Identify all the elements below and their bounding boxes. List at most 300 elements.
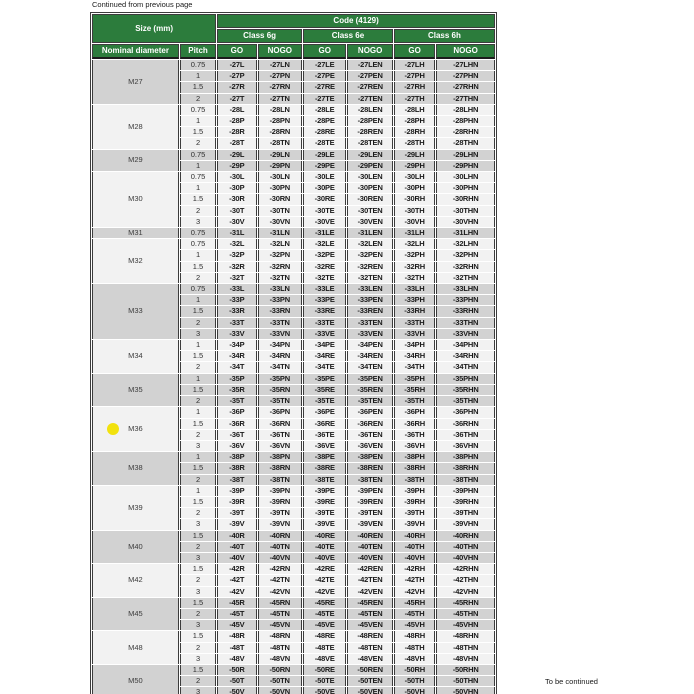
class6g-nogo-code-cell: -33RN xyxy=(258,306,302,316)
class6h-go-code-cell: -36TH xyxy=(394,430,435,440)
class6e-go-code-cell: -50RE xyxy=(303,665,346,675)
pitch-cell: 2 xyxy=(180,94,216,104)
class6e-go-code-cell: -28RE xyxy=(303,127,346,137)
class6e-nogo-code-cell: -50REN xyxy=(347,665,392,675)
pitch-cell: 1.5 xyxy=(180,463,216,473)
class6h-nogo-code-cell: -29PHN xyxy=(436,161,495,171)
class6e-nogo-code-cell: -32LEN xyxy=(347,239,392,249)
class6g-nogo-code-cell: -42VN xyxy=(258,587,302,597)
class6h-go-code-cell: -27LH xyxy=(394,60,435,70)
class6e-nogo-code-cell: -48REN xyxy=(347,631,392,641)
class6e-go-code-cell: -30LE xyxy=(303,172,346,182)
pitch-cell: 1.5 xyxy=(180,497,216,507)
class6e-nogo-code-cell: -32REN xyxy=(347,262,392,272)
pitch-cell: 0.75 xyxy=(180,172,216,182)
class6h-nogo-code-cell: -36VHN xyxy=(436,441,495,451)
pitch-cell: 2 xyxy=(180,318,216,328)
class6g-nogo-code-cell: -45TN xyxy=(258,609,302,619)
class6g-go-code-cell: -40R xyxy=(217,531,256,541)
class6g-go-code-cell: -27T xyxy=(217,94,256,104)
class6e-nogo-code-cell: -27TEN xyxy=(347,94,392,104)
class6g-go-code-cell: -39P xyxy=(217,486,256,496)
class6h-nogo-code-cell: -34RHN xyxy=(436,351,495,361)
pitch-cell: 1 xyxy=(180,116,216,126)
class6h-go-code-cell: -31LH xyxy=(394,228,435,238)
class6e-go-code-cell: -35PE xyxy=(303,374,346,384)
pitch-cell: 1.5 xyxy=(180,531,216,541)
class6h-go-code-cell: -34RH xyxy=(394,351,435,361)
class6e-nogo-code-cell: -50VEN xyxy=(347,687,392,694)
nominal-diameter-label: M40 xyxy=(128,541,143,551)
class6g-nogo-code-cell: -36RN xyxy=(258,419,302,429)
pitch-cell: 2 xyxy=(180,575,216,585)
class6e-nogo-code-cell: -30TEN xyxy=(347,206,392,216)
nominal-diameter-label: M50 xyxy=(128,676,143,686)
to-be-continued-note: To be continued xyxy=(545,677,598,686)
class6g-nogo-code-cell: -30RN xyxy=(258,194,302,204)
nominal-diameter-label: M32 xyxy=(128,256,143,266)
class6g-nogo-code-cell: -28LN xyxy=(258,105,302,115)
nominal-diameter-label: M30 xyxy=(128,194,143,204)
class6h-go-code-cell: -28PH xyxy=(394,116,435,126)
header-6h-nogo: NOGO xyxy=(436,44,495,59)
class6g-nogo-code-cell: -29PN xyxy=(258,161,302,171)
class6e-nogo-code-cell: -38TEN xyxy=(347,475,392,485)
class6e-nogo-code-cell: -42VEN xyxy=(347,587,392,597)
pitch-cell: 0.75 xyxy=(180,60,216,70)
class6h-go-code-cell: -39PH xyxy=(394,486,435,496)
nominal-diameter-label: M38 xyxy=(128,463,143,473)
class6e-go-code-cell: -32PE xyxy=(303,250,346,260)
class6h-go-code-cell: -29PH xyxy=(394,161,435,171)
class6e-go-code-cell: -30RE xyxy=(303,194,346,204)
header-row-3 xyxy=(92,44,495,59)
class6g-nogo-code-cell: -30VN xyxy=(258,217,302,227)
pitch-cell: 1.5 xyxy=(180,598,216,608)
class6g-go-code-cell: -39V xyxy=(217,519,256,529)
pitch-cell: 3 xyxy=(180,587,216,597)
nominal-diameter-cell xyxy=(92,105,179,149)
class6g-go-code-cell: -40V xyxy=(217,553,256,563)
pitch-cell: 1.5 xyxy=(180,419,216,429)
class6e-go-code-cell: -27RE xyxy=(303,82,346,92)
class6h-go-code-cell: -35PH xyxy=(394,374,435,384)
nominal-diameter-label: M35 xyxy=(128,384,143,394)
table-row xyxy=(92,150,495,160)
gauge-table-body xyxy=(92,60,495,694)
class6h-go-code-cell: -50VH xyxy=(394,687,435,694)
class6h-go-code-cell: -39RH xyxy=(394,497,435,507)
class6g-go-code-cell: -30V xyxy=(217,217,256,227)
table-row xyxy=(92,531,495,541)
class6g-go-code-cell: -32L xyxy=(217,239,256,249)
class6h-nogo-code-cell: -39RHN xyxy=(436,497,495,507)
class6e-go-code-cell: -33RE xyxy=(303,306,346,316)
class6e-nogo-code-cell: -45REN xyxy=(347,598,392,608)
class6g-go-code-cell: -30L xyxy=(217,172,256,182)
class6e-go-code-cell: -34RE xyxy=(303,351,346,361)
class6h-nogo-code-cell: -30LHN xyxy=(436,172,495,182)
pitch-cell: 1.5 xyxy=(180,351,216,361)
pitch-cell: 0.75 xyxy=(180,150,216,160)
class6g-nogo-code-cell: -38TN xyxy=(258,475,302,485)
class6g-go-code-cell: -34P xyxy=(217,340,256,350)
class6g-go-code-cell: -28T xyxy=(217,138,256,148)
class6h-nogo-code-cell: -32THN xyxy=(436,273,495,283)
class6g-go-code-cell: -36R xyxy=(217,419,256,429)
header-class-6g: Class 6g xyxy=(217,29,302,43)
class6g-go-code-cell: -50V xyxy=(217,687,256,694)
class6h-go-code-cell: -33VH xyxy=(394,329,435,339)
class6e-go-code-cell: -36VE xyxy=(303,441,346,451)
class6h-nogo-code-cell: -36PHN xyxy=(436,407,495,417)
class6e-nogo-code-cell: -48VEN xyxy=(347,654,392,664)
pitch-cell: 2 xyxy=(180,609,216,619)
nominal-diameter-cell xyxy=(92,340,179,373)
class6e-go-code-cell: -38RE xyxy=(303,463,346,473)
class6e-nogo-code-cell: -28LEN xyxy=(347,105,392,115)
class6g-go-code-cell: -30T xyxy=(217,206,256,216)
class6e-nogo-code-cell: -27REN xyxy=(347,82,392,92)
nominal-diameter-cell xyxy=(92,631,179,664)
nominal-diameter-cell xyxy=(92,598,179,631)
class6h-go-code-cell: -27PH xyxy=(394,71,435,81)
class6e-go-code-cell: -30VE xyxy=(303,217,346,227)
table-row xyxy=(92,452,495,462)
table-row xyxy=(92,564,495,574)
table-row xyxy=(92,60,495,70)
class6g-go-code-cell: -45T xyxy=(217,609,256,619)
class6g-go-code-cell: -33L xyxy=(217,284,256,294)
table-row xyxy=(92,486,495,496)
table-row xyxy=(92,631,495,641)
class6e-nogo-code-cell: -29PEN xyxy=(347,161,392,171)
class6h-go-code-cell: -39VH xyxy=(394,519,435,529)
class6g-nogo-code-cell: -33VN xyxy=(258,329,302,339)
continued-from-note: Continued from previous page xyxy=(92,0,193,9)
nominal-diameter-cell xyxy=(92,452,179,485)
class6e-go-code-cell: -29PE xyxy=(303,161,346,171)
nominal-diameter-label: M45 xyxy=(128,608,143,618)
pitch-cell: 1 xyxy=(180,250,216,260)
class6e-go-code-cell: -28PE xyxy=(303,116,346,126)
header-6g-go: GO xyxy=(217,44,256,59)
class6g-nogo-code-cell: -33PN xyxy=(258,295,302,305)
class6h-nogo-code-cell: -38THN xyxy=(436,475,495,485)
nominal-diameter-cell xyxy=(92,564,179,597)
pitch-cell: 1.5 xyxy=(180,564,216,574)
pitch-cell: 1 xyxy=(180,340,216,350)
class6h-nogo-code-cell: -50VHN xyxy=(436,687,495,694)
class6h-nogo-code-cell: -33THN xyxy=(436,318,495,328)
class6e-nogo-code-cell: -34REN xyxy=(347,351,392,361)
class6g-nogo-code-cell: -30LN xyxy=(258,172,302,182)
class6e-go-code-cell: -36RE xyxy=(303,419,346,429)
pitch-cell: 1.5 xyxy=(180,306,216,316)
pitch-cell: 2 xyxy=(180,138,216,148)
class6e-go-code-cell: -39RE xyxy=(303,497,346,507)
class6h-nogo-code-cell: -30PHN xyxy=(436,183,495,193)
class6e-go-code-cell: -39VE xyxy=(303,519,346,529)
pitch-cell: 0.75 xyxy=(180,239,216,249)
class6g-nogo-code-cell: -27PN xyxy=(258,71,302,81)
class6h-go-code-cell: -33TH xyxy=(394,318,435,328)
class6e-nogo-code-cell: -48TEN xyxy=(347,643,392,653)
class6g-go-code-cell: -50R xyxy=(217,665,256,675)
class6e-go-code-cell: -42TE xyxy=(303,575,346,585)
class6e-go-code-cell: -48VE xyxy=(303,654,346,664)
class6g-nogo-code-cell: -45VN xyxy=(258,620,302,630)
class6g-nogo-code-cell: -36TN xyxy=(258,430,302,440)
class6h-nogo-code-cell: -33VHN xyxy=(436,329,495,339)
header-size-mm: Size (mm) xyxy=(92,14,216,43)
class6g-nogo-code-cell: -29LN xyxy=(258,150,302,160)
class6e-nogo-code-cell: -31LEN xyxy=(347,228,392,238)
class6e-nogo-code-cell: -40REN xyxy=(347,531,392,541)
table-row xyxy=(92,340,495,350)
class6g-go-code-cell: -42R xyxy=(217,564,256,574)
class6g-go-code-cell: -32P xyxy=(217,250,256,260)
class6g-nogo-code-cell: -32TN xyxy=(258,273,302,283)
class6e-go-code-cell: -27PE xyxy=(303,71,346,81)
class6h-go-code-cell: -34TH xyxy=(394,362,435,372)
class6h-nogo-code-cell: -42THN xyxy=(436,575,495,585)
class6g-go-code-cell: -50T xyxy=(217,676,256,686)
class6h-nogo-code-cell: -40RHN xyxy=(436,531,495,541)
class6h-go-code-cell: -42RH xyxy=(394,564,435,574)
class6h-go-code-cell: -42TH xyxy=(394,575,435,585)
header-6h-go: GO xyxy=(394,44,435,59)
class6g-go-code-cell: -40T xyxy=(217,542,256,552)
pitch-cell: 1 xyxy=(180,452,216,462)
header-nominal-diameter: Nominal diameter xyxy=(92,44,179,59)
class6e-go-code-cell: -36PE xyxy=(303,407,346,417)
class6g-go-code-cell: -33T xyxy=(217,318,256,328)
class6e-nogo-code-cell: -38PEN xyxy=(347,452,392,462)
table-row xyxy=(92,598,495,608)
pitch-cell: 1.5 xyxy=(180,665,216,675)
nominal-diameter-cell xyxy=(92,531,179,564)
class6e-nogo-code-cell: -36REN xyxy=(347,419,392,429)
class6g-nogo-code-cell: -34RN xyxy=(258,351,302,361)
class6g-nogo-code-cell: -42TN xyxy=(258,575,302,585)
class6h-nogo-code-cell: -45RHN xyxy=(436,598,495,608)
class6e-nogo-code-cell: -35TEN xyxy=(347,396,392,406)
class6g-nogo-code-cell: -27TN xyxy=(258,94,302,104)
class6g-go-code-cell: -35T xyxy=(217,396,256,406)
class6e-go-code-cell: -48TE xyxy=(303,643,346,653)
class6g-nogo-code-cell: -31LN xyxy=(258,228,302,238)
class6h-go-code-cell: -48TH xyxy=(394,643,435,653)
class6h-nogo-code-cell: -27THN xyxy=(436,94,495,104)
nominal-diameter-label: M42 xyxy=(128,575,143,585)
nominal-diameter-cell xyxy=(92,239,179,283)
pitch-cell: 0.75 xyxy=(180,105,216,115)
class6h-go-code-cell: -30VH xyxy=(394,217,435,227)
nominal-diameter-cell xyxy=(92,374,179,407)
class6h-go-code-cell: -50RH xyxy=(394,665,435,675)
class6h-nogo-code-cell: -33PHN xyxy=(436,295,495,305)
class6g-nogo-code-cell: -33LN xyxy=(258,284,302,294)
class6h-nogo-code-cell: -48RHN xyxy=(436,631,495,641)
class6e-go-code-cell: -31LE xyxy=(303,228,346,238)
class6e-go-code-cell: -30TE xyxy=(303,206,346,216)
class6h-go-code-cell: -45VH xyxy=(394,620,435,630)
class6e-nogo-code-cell: -33VEN xyxy=(347,329,392,339)
class6g-go-code-cell: -48R xyxy=(217,631,256,641)
class6h-nogo-code-cell: -35RHN xyxy=(436,385,495,395)
class6h-go-code-cell: -28LH xyxy=(394,105,435,115)
class6g-go-code-cell: -33R xyxy=(217,306,256,316)
class6h-go-code-cell: -40VH xyxy=(394,553,435,563)
class6e-go-code-cell: -45VE xyxy=(303,620,346,630)
class6e-nogo-code-cell: -29LEN xyxy=(347,150,392,160)
class6e-nogo-code-cell: -33PEN xyxy=(347,295,392,305)
class6e-go-code-cell: -45RE xyxy=(303,598,346,608)
nominal-diameter-label: M28 xyxy=(128,121,143,131)
class6e-go-code-cell: -27LE xyxy=(303,60,346,70)
class6h-go-code-cell: -33RH xyxy=(394,306,435,316)
class6e-go-code-cell: -40TE xyxy=(303,542,346,552)
class6h-nogo-code-cell: -28LHN xyxy=(436,105,495,115)
class6h-nogo-code-cell: -38RHN xyxy=(436,463,495,473)
class6g-nogo-code-cell: -48TN xyxy=(258,643,302,653)
class6e-nogo-code-cell: -39VEN xyxy=(347,519,392,529)
class6g-nogo-code-cell: -34PN xyxy=(258,340,302,350)
class6h-nogo-code-cell: -50RHN xyxy=(436,665,495,675)
pitch-cell: 2 xyxy=(180,273,216,283)
class6h-nogo-code-cell: -45VHN xyxy=(436,620,495,630)
class6g-nogo-code-cell: -50TN xyxy=(258,676,302,686)
class6g-go-code-cell: -34T xyxy=(217,362,256,372)
class6h-go-code-cell: -36VH xyxy=(394,441,435,451)
class6e-go-code-cell: -33LE xyxy=(303,284,346,294)
class6e-go-code-cell: -38PE xyxy=(303,452,346,462)
pitch-cell: 1 xyxy=(180,183,216,193)
pitch-cell: 3 xyxy=(180,217,216,227)
nominal-diameter-label: M27 xyxy=(128,76,143,86)
class6h-go-code-cell: -32TH xyxy=(394,273,435,283)
pitch-cell: 3 xyxy=(180,687,216,694)
class6h-go-code-cell: -30LH xyxy=(394,172,435,182)
pitch-cell: 1.5 xyxy=(180,631,216,641)
class6g-go-code-cell: -28L xyxy=(217,105,256,115)
class6e-go-code-cell: -50TE xyxy=(303,676,346,686)
class6e-nogo-code-cell: -38REN xyxy=(347,463,392,473)
class6e-go-code-cell: -42VE xyxy=(303,587,346,597)
pitch-cell: 2 xyxy=(180,676,216,686)
class6h-go-code-cell: -27TH xyxy=(394,94,435,104)
class6g-go-code-cell: -45R xyxy=(217,598,256,608)
class6g-go-code-cell: -34R xyxy=(217,351,256,361)
class6g-nogo-code-cell: -50VN xyxy=(258,687,302,694)
class6h-nogo-code-cell: -38PHN xyxy=(436,452,495,462)
class6g-nogo-code-cell: -48RN xyxy=(258,631,302,641)
class6g-nogo-code-cell: -32LN xyxy=(258,239,302,249)
class6g-go-code-cell: -36T xyxy=(217,430,256,440)
class6g-go-code-cell: -28P xyxy=(217,116,256,126)
class6h-go-code-cell: -35TH xyxy=(394,396,435,406)
class6e-nogo-code-cell: -36TEN xyxy=(347,430,392,440)
pitch-cell: 2 xyxy=(180,643,216,653)
table-row xyxy=(92,239,495,249)
class6g-nogo-code-cell: -50RN xyxy=(258,665,302,675)
pitch-cell: 2 xyxy=(180,396,216,406)
class6h-go-code-cell: -38RH xyxy=(394,463,435,473)
nominal-diameter-label: M31 xyxy=(128,228,143,238)
class6g-go-code-cell: -32T xyxy=(217,273,256,283)
nominal-diameter-cell xyxy=(92,60,179,104)
header-row-1 xyxy=(92,14,495,28)
class6h-go-code-cell: -32PH xyxy=(394,250,435,260)
class6g-go-code-cell: -35P xyxy=(217,374,256,384)
class6g-nogo-code-cell: -36PN xyxy=(258,407,302,417)
pitch-cell: 1.5 xyxy=(180,82,216,92)
table-row xyxy=(92,284,495,294)
class6h-nogo-code-cell: -33RHN xyxy=(436,306,495,316)
class6e-nogo-code-cell: -39PEN xyxy=(347,486,392,496)
nominal-diameter-cell xyxy=(92,407,179,451)
class6g-nogo-code-cell: -35RN xyxy=(258,385,302,395)
class6h-go-code-cell: -32RH xyxy=(394,262,435,272)
class6g-go-code-cell: -29P xyxy=(217,161,256,171)
class6h-go-code-cell: -48RH xyxy=(394,631,435,641)
table-header xyxy=(92,14,495,59)
class6e-go-code-cell: -40VE xyxy=(303,553,346,563)
class6e-go-code-cell: -33TE xyxy=(303,318,346,328)
class6e-go-code-cell: -39TE xyxy=(303,508,346,518)
pitch-cell: 2 xyxy=(180,430,216,440)
class6e-nogo-code-cell: -34PEN xyxy=(347,340,392,350)
class6h-nogo-code-cell: -36RHN xyxy=(436,419,495,429)
class6g-nogo-code-cell: -28TN xyxy=(258,138,302,148)
class6e-nogo-code-cell: -30PEN xyxy=(347,183,392,193)
class6h-go-code-cell: -38TH xyxy=(394,475,435,485)
pitch-cell: 1 xyxy=(180,374,216,384)
class6e-go-code-cell: -38TE xyxy=(303,475,346,485)
class6h-nogo-code-cell: -34THN xyxy=(436,362,495,372)
thread-gauge-code-table xyxy=(90,12,497,694)
class6h-nogo-code-cell: -42VHN xyxy=(436,587,495,597)
class6g-go-code-cell: -35R xyxy=(217,385,256,395)
pitch-cell: 1 xyxy=(180,407,216,417)
class6h-nogo-code-cell: -35THN xyxy=(436,396,495,406)
class6g-go-code-cell: -42T xyxy=(217,575,256,585)
class6g-go-code-cell: -29L xyxy=(217,150,256,160)
nominal-diameter-label: M48 xyxy=(128,642,143,652)
class6g-go-code-cell: -30R xyxy=(217,194,256,204)
class6h-nogo-code-cell: -27RHN xyxy=(436,82,495,92)
table-row xyxy=(92,665,495,675)
class6h-go-code-cell: -33LH xyxy=(394,284,435,294)
class6e-nogo-code-cell: -27LEN xyxy=(347,60,392,70)
class6h-go-code-cell: -45RH xyxy=(394,598,435,608)
class6h-nogo-code-cell: -32RHN xyxy=(436,262,495,272)
class6g-nogo-code-cell: -48VN xyxy=(258,654,302,664)
class6e-go-code-cell: -34PE xyxy=(303,340,346,350)
class6e-go-code-cell: -40RE xyxy=(303,531,346,541)
class6e-go-code-cell: -32RE xyxy=(303,262,346,272)
class6h-go-code-cell: -28TH xyxy=(394,138,435,148)
class6g-go-code-cell: -38T xyxy=(217,475,256,485)
class6h-nogo-code-cell: -45THN xyxy=(436,609,495,619)
class6e-go-code-cell: -35RE xyxy=(303,385,346,395)
class6e-nogo-code-cell: -28TEN xyxy=(347,138,392,148)
class6g-go-code-cell: -48T xyxy=(217,643,256,653)
class6g-nogo-code-cell: -42RN xyxy=(258,564,302,574)
table-row xyxy=(92,374,495,384)
class6h-nogo-code-cell: -30VHN xyxy=(436,217,495,227)
